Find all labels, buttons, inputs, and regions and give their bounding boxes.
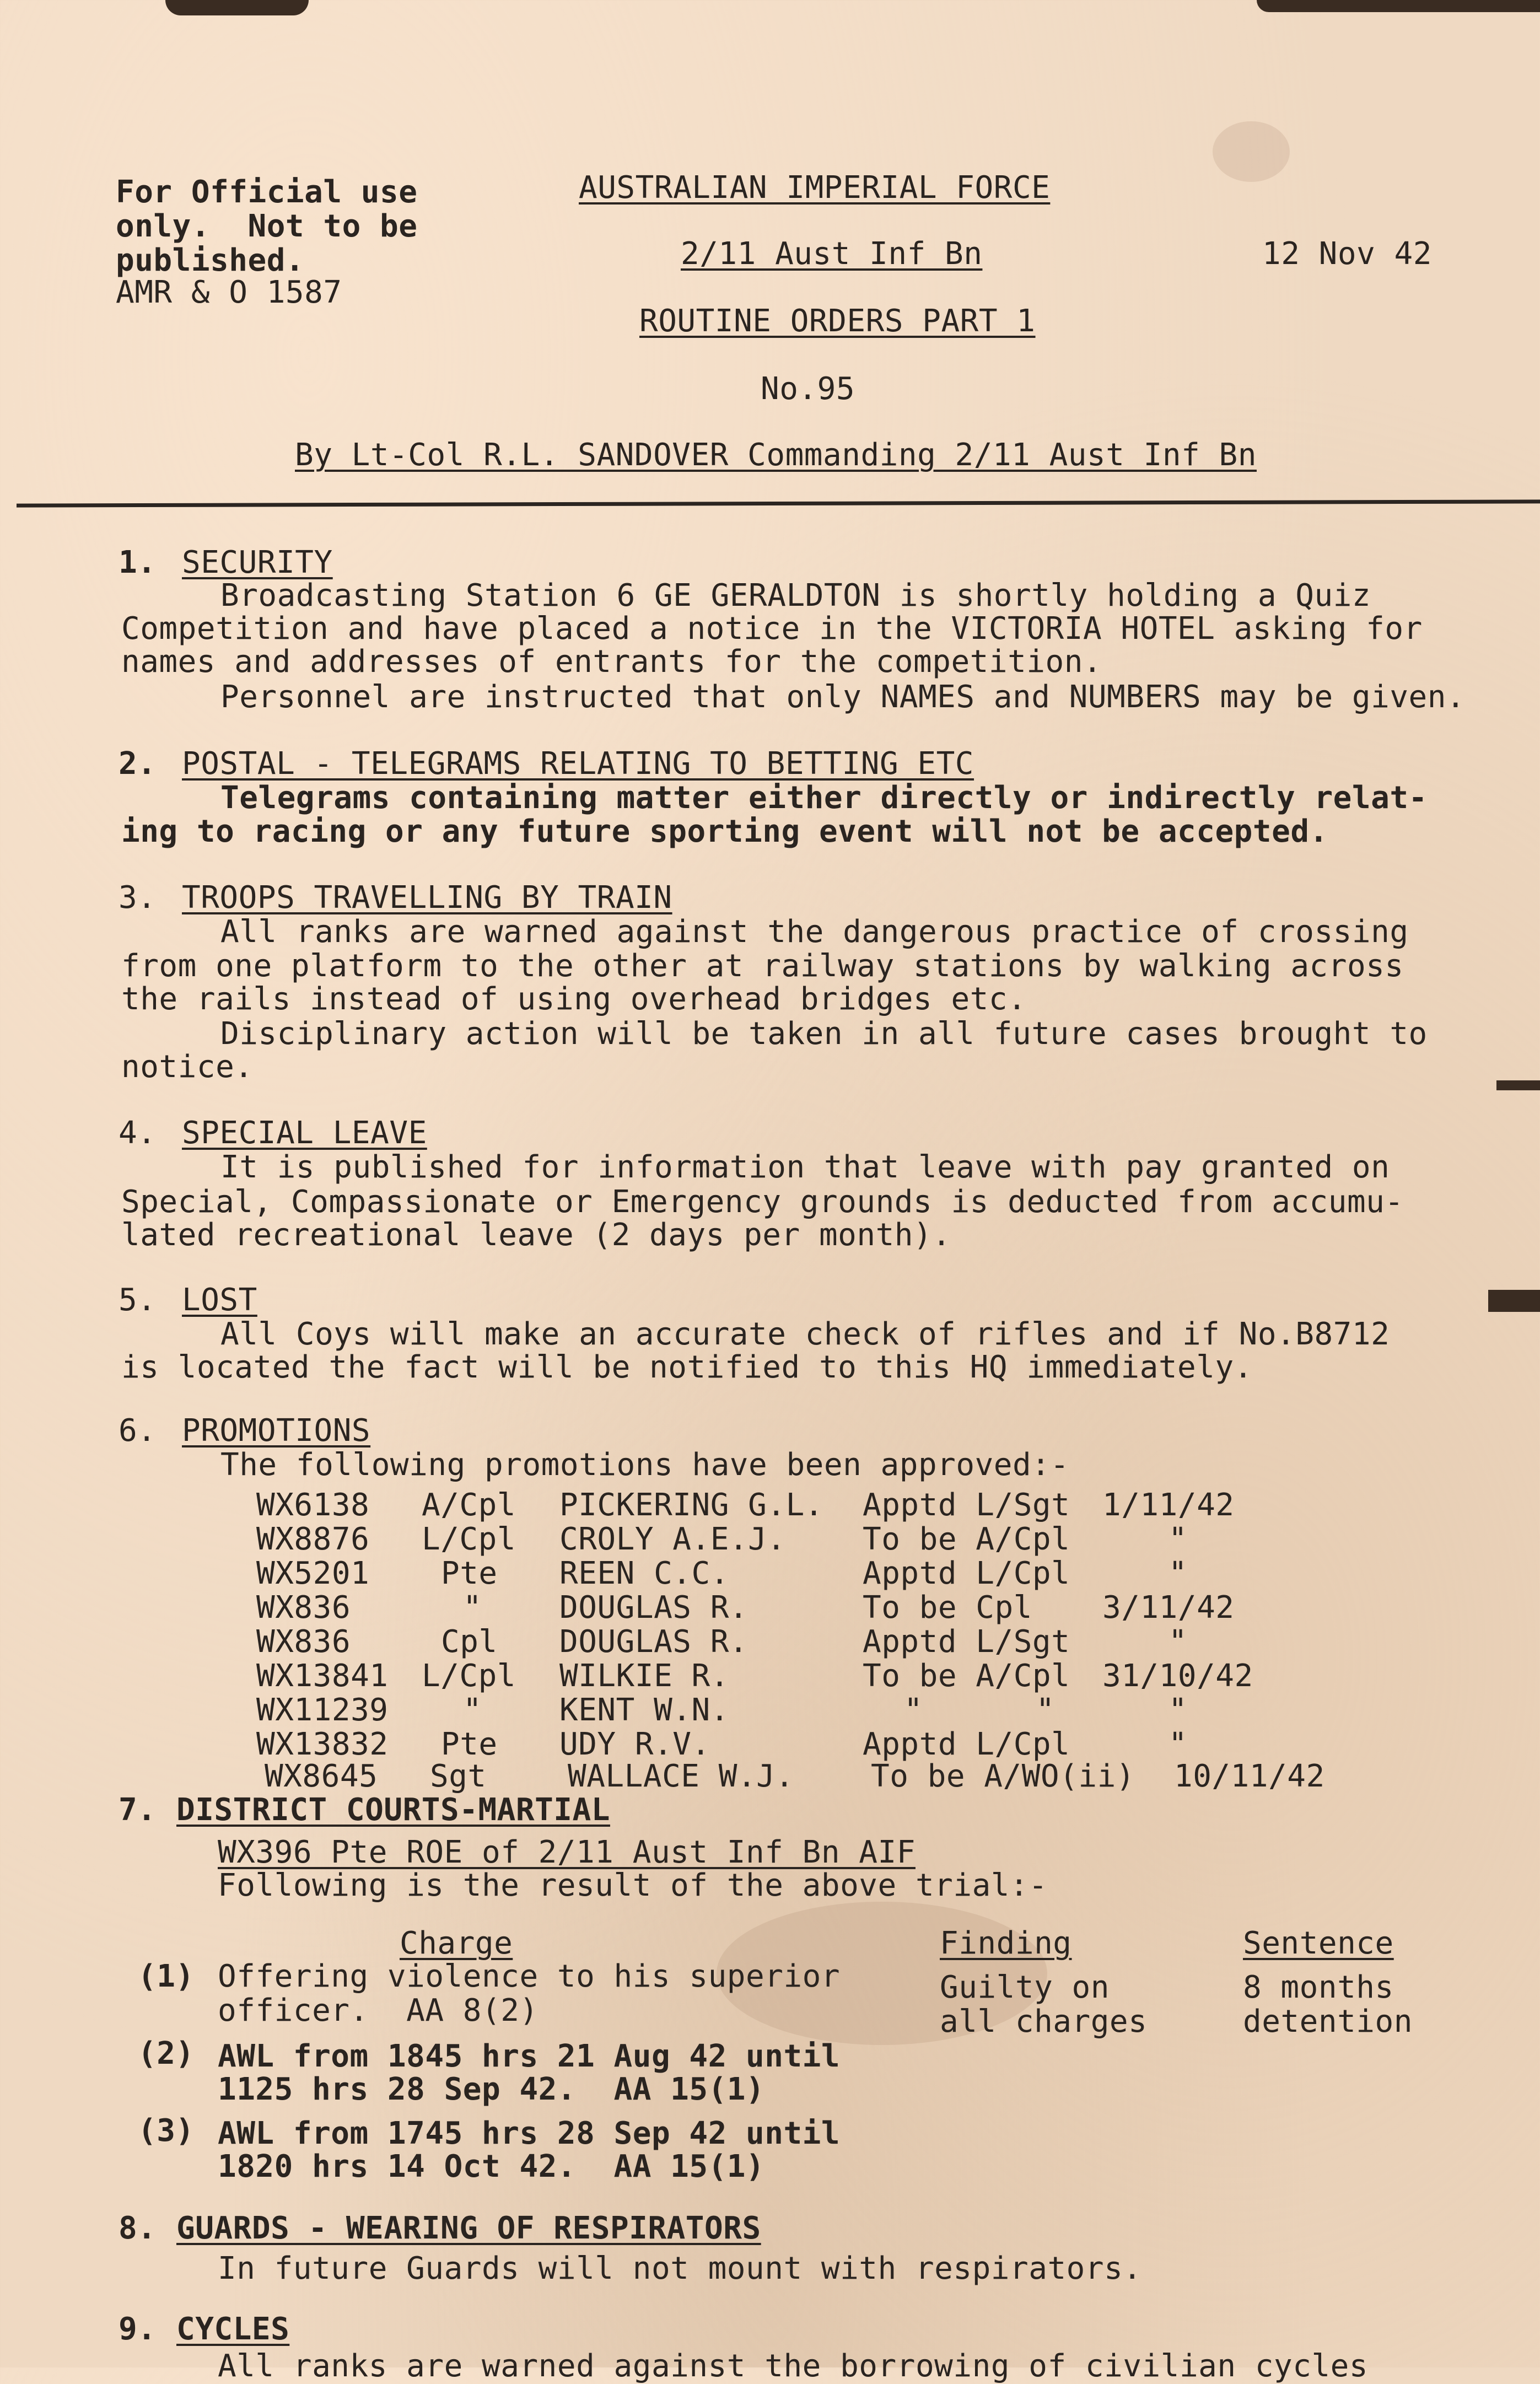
promotion-action: To be A/WO(ii)	[871, 1758, 1135, 1794]
torn-edge-right-2	[1488, 1290, 1540, 1312]
official-use-reference: AMR & O 1587	[116, 275, 342, 310]
effective-date: "	[1169, 1692, 1188, 1728]
section-number: 5.	[119, 1282, 157, 1318]
finding-text: all charges	[940, 2004, 1148, 2039]
soldier-name: WALLACE W.J.	[568, 1758, 794, 1794]
rank: Cpl	[441, 1624, 498, 1660]
section-text: Broadcasting Station 6 GE GERALDTON is shortly holding a Quiz	[220, 578, 1371, 614]
charge-text: officer. AA 8(2)	[218, 1993, 539, 2028]
rank: "	[463, 1692, 482, 1728]
soldier-name: KENT W.N.	[559, 1692, 729, 1728]
section-text: Telegrams containing matter either directly or indirectly relat-	[220, 780, 1428, 816]
section-text: All Coys will make an accurate check of rifles and if No.B8712	[220, 1316, 1390, 1352]
promotion-action: To be A/Cpl	[863, 1658, 1070, 1694]
sentence-text: detention	[1243, 2004, 1413, 2039]
section-title: LOST	[182, 1282, 257, 1318]
soldier-name: UDY R.V.	[559, 1726, 710, 1762]
section-text: It is published for information that leave with pay granted on	[220, 1149, 1390, 1185]
section-text: the rails instead of using overhead bridges etc.	[121, 981, 1027, 1017]
service-number: WX6138	[256, 1487, 370, 1523]
promotions-intro: The following promotions have been approved:-	[220, 1447, 1069, 1483]
section-title: TROOPS TRAVELLING BY TRAIN	[182, 880, 672, 916]
promotion-action: Apptd L/Cpl	[863, 1556, 1070, 1591]
service-number: WX836	[256, 1590, 351, 1626]
commander-line: By Lt-Col R.L. SANDOVER Commanding 2/11 Aust Inf Bn	[295, 437, 1257, 473]
effective-date: 31/10/42	[1102, 1658, 1253, 1694]
section-text: Disciplinary action will be taken in all future cases brought to	[220, 1016, 1428, 1052]
charge-number: (3)	[138, 2113, 195, 2149]
court-martial-case: WX396 Pte ROE of 2/11 Aust Inf Bn AIF	[218, 1834, 916, 1870]
service-number: WX11239	[256, 1692, 389, 1728]
section-text: In future Guards will not mount with respirators.	[218, 2251, 1142, 2286]
section-text: Special, Compassionate or Emergency grounds is deducted from accumu-	[121, 1184, 1404, 1220]
rank: Pte	[441, 1726, 498, 1762]
charge-text: AWL from 1745 hrs 28 Sep 42 until	[218, 2116, 841, 2151]
effective-date: 3/11/42	[1102, 1590, 1235, 1626]
charge-text: AWL from 1845 hrs 21 Aug 42 until	[218, 2038, 841, 2074]
effective-date: 10/11/42	[1174, 1758, 1325, 1794]
section-number: 7.	[119, 1792, 157, 1828]
soldier-name: PICKERING G.L.	[559, 1487, 824, 1523]
sentence-header: Sentence	[1243, 1925, 1394, 1961]
section-number: 9.	[119, 2311, 157, 2347]
service-number: WX13832	[256, 1726, 389, 1762]
order-type: ROUTINE ORDERS PART 1	[639, 303, 1036, 339]
soldier-name: CROLY A.E.J.	[559, 1521, 786, 1557]
official-use-line: published.	[116, 243, 305, 278]
promotion-action: Apptd L/Sgt	[863, 1487, 1070, 1523]
rank: Pte	[441, 1556, 498, 1591]
section-title: GUARDS - WEARING OF RESPIRATORS	[176, 2210, 761, 2246]
section-number: 1.	[119, 545, 157, 580]
section-title: PROMOTIONS	[182, 1413, 371, 1449]
court-martial-intro: Following is the result of the above trial:-	[218, 1868, 1048, 1903]
force-title: AUSTRALIAN IMPERIAL FORCE	[579, 170, 1051, 206]
section-title: POSTAL - TELEGRAMS RELATING TO BETTING ETC	[182, 746, 974, 782]
promotion-action: Apptd L/Sgt	[863, 1624, 1070, 1660]
rank: Sgt	[430, 1758, 487, 1794]
charge-text: 1125 hrs 28 Sep 42. AA 15(1)	[218, 2071, 765, 2107]
official-use-line: For Official use	[116, 174, 418, 210]
section-number: 6.	[119, 1413, 157, 1449]
service-number: WX5201	[256, 1556, 370, 1591]
section-number: 8.	[119, 2210, 157, 2246]
paper-stain	[1213, 121, 1290, 182]
service-number: WX836	[256, 1624, 351, 1660]
finding-header: Finding	[940, 1925, 1072, 1961]
promotion-action: Apptd L/Cpl	[863, 1726, 1070, 1762]
section-title: SPECIAL LEAVE	[182, 1115, 427, 1151]
soldier-name: DOUGLAS R.	[559, 1590, 749, 1626]
section-text: names and addresses of entrants for the competition.	[121, 644, 1102, 680]
torn-edge-top	[165, 0, 309, 15]
section-title: DISTRICT COURTS-MARTIAL	[176, 1792, 610, 1828]
charge-header: Charge	[400, 1925, 513, 1961]
service-number: WX13841	[256, 1658, 389, 1694]
effective-date: "	[1169, 1556, 1188, 1591]
charge-number: (2)	[138, 2036, 195, 2071]
charge-text: Offering violence to his superior	[218, 1958, 841, 1994]
section-text: from one platform to the other at railway stations by walking across	[121, 948, 1404, 984]
effective-date: 1/11/42	[1102, 1487, 1235, 1523]
section-number: 4.	[119, 1115, 157, 1151]
unit-title: 2/11 Aust Inf Bn	[681, 236, 983, 272]
effective-date: "	[1169, 1521, 1188, 1557]
section-text: notice.	[121, 1049, 254, 1085]
promotion-action: To be A/Cpl	[863, 1521, 1070, 1557]
section-text: is located the fact will be notified to this HQ immediately.	[121, 1349, 1253, 1385]
order-date: 12 Nov 42	[1262, 236, 1432, 272]
service-number: WX8876	[256, 1521, 370, 1557]
soldier-name: REEN C.C.	[559, 1556, 729, 1591]
section-text: Personnel are instructed that only NAMES and NUMBERS may be given.	[220, 679, 1466, 715]
promotion-action: To be Cpl	[863, 1590, 1032, 1626]
header-divider	[17, 499, 1540, 507]
section-text: lated recreational leave (2 days per month).	[121, 1217, 951, 1253]
rank: L/Cpl	[422, 1658, 516, 1694]
effective-date: "	[1169, 1624, 1188, 1660]
section-number: 2.	[119, 746, 157, 782]
official-use-line: only. Not to be	[116, 208, 418, 244]
torn-edge-right-1	[1496, 1080, 1540, 1090]
section-text: Competition and have placed a notice in the VICTORIA HOTEL asking for	[121, 611, 1423, 647]
section-title: CYCLES	[176, 2311, 290, 2347]
effective-date: "	[1169, 1726, 1188, 1762]
section-number: 3.	[119, 880, 157, 916]
charge-text: 1820 hrs 14 Oct 42. AA 15(1)	[218, 2149, 765, 2184]
rank: L/Cpl	[422, 1521, 516, 1557]
sentence-text: 8 months	[1243, 1969, 1394, 2005]
section-text: All ranks are warned against the dangerous practice of crossing	[220, 914, 1409, 950]
torn-edge-top-right	[1257, 0, 1540, 12]
service-number: WX8645	[265, 1758, 378, 1794]
section-text: ing to racing or any future sporting event will not be accepted.	[121, 814, 1328, 849]
charge-number: (1)	[138, 1958, 195, 1994]
section-text: All ranks are warned against the borrowing of civilian cycles	[218, 2348, 1369, 2384]
finding-text: Guilty on	[940, 1969, 1110, 2005]
soldier-name: WILKIE R.	[559, 1658, 729, 1694]
section-title: SECURITY	[182, 545, 333, 580]
order-number: No.95	[761, 371, 855, 407]
rank: "	[463, 1590, 482, 1626]
soldier-name: DOUGLAS R.	[559, 1624, 749, 1660]
rank: A/Cpl	[422, 1487, 516, 1523]
promotion-action: " "	[904, 1692, 1055, 1728]
